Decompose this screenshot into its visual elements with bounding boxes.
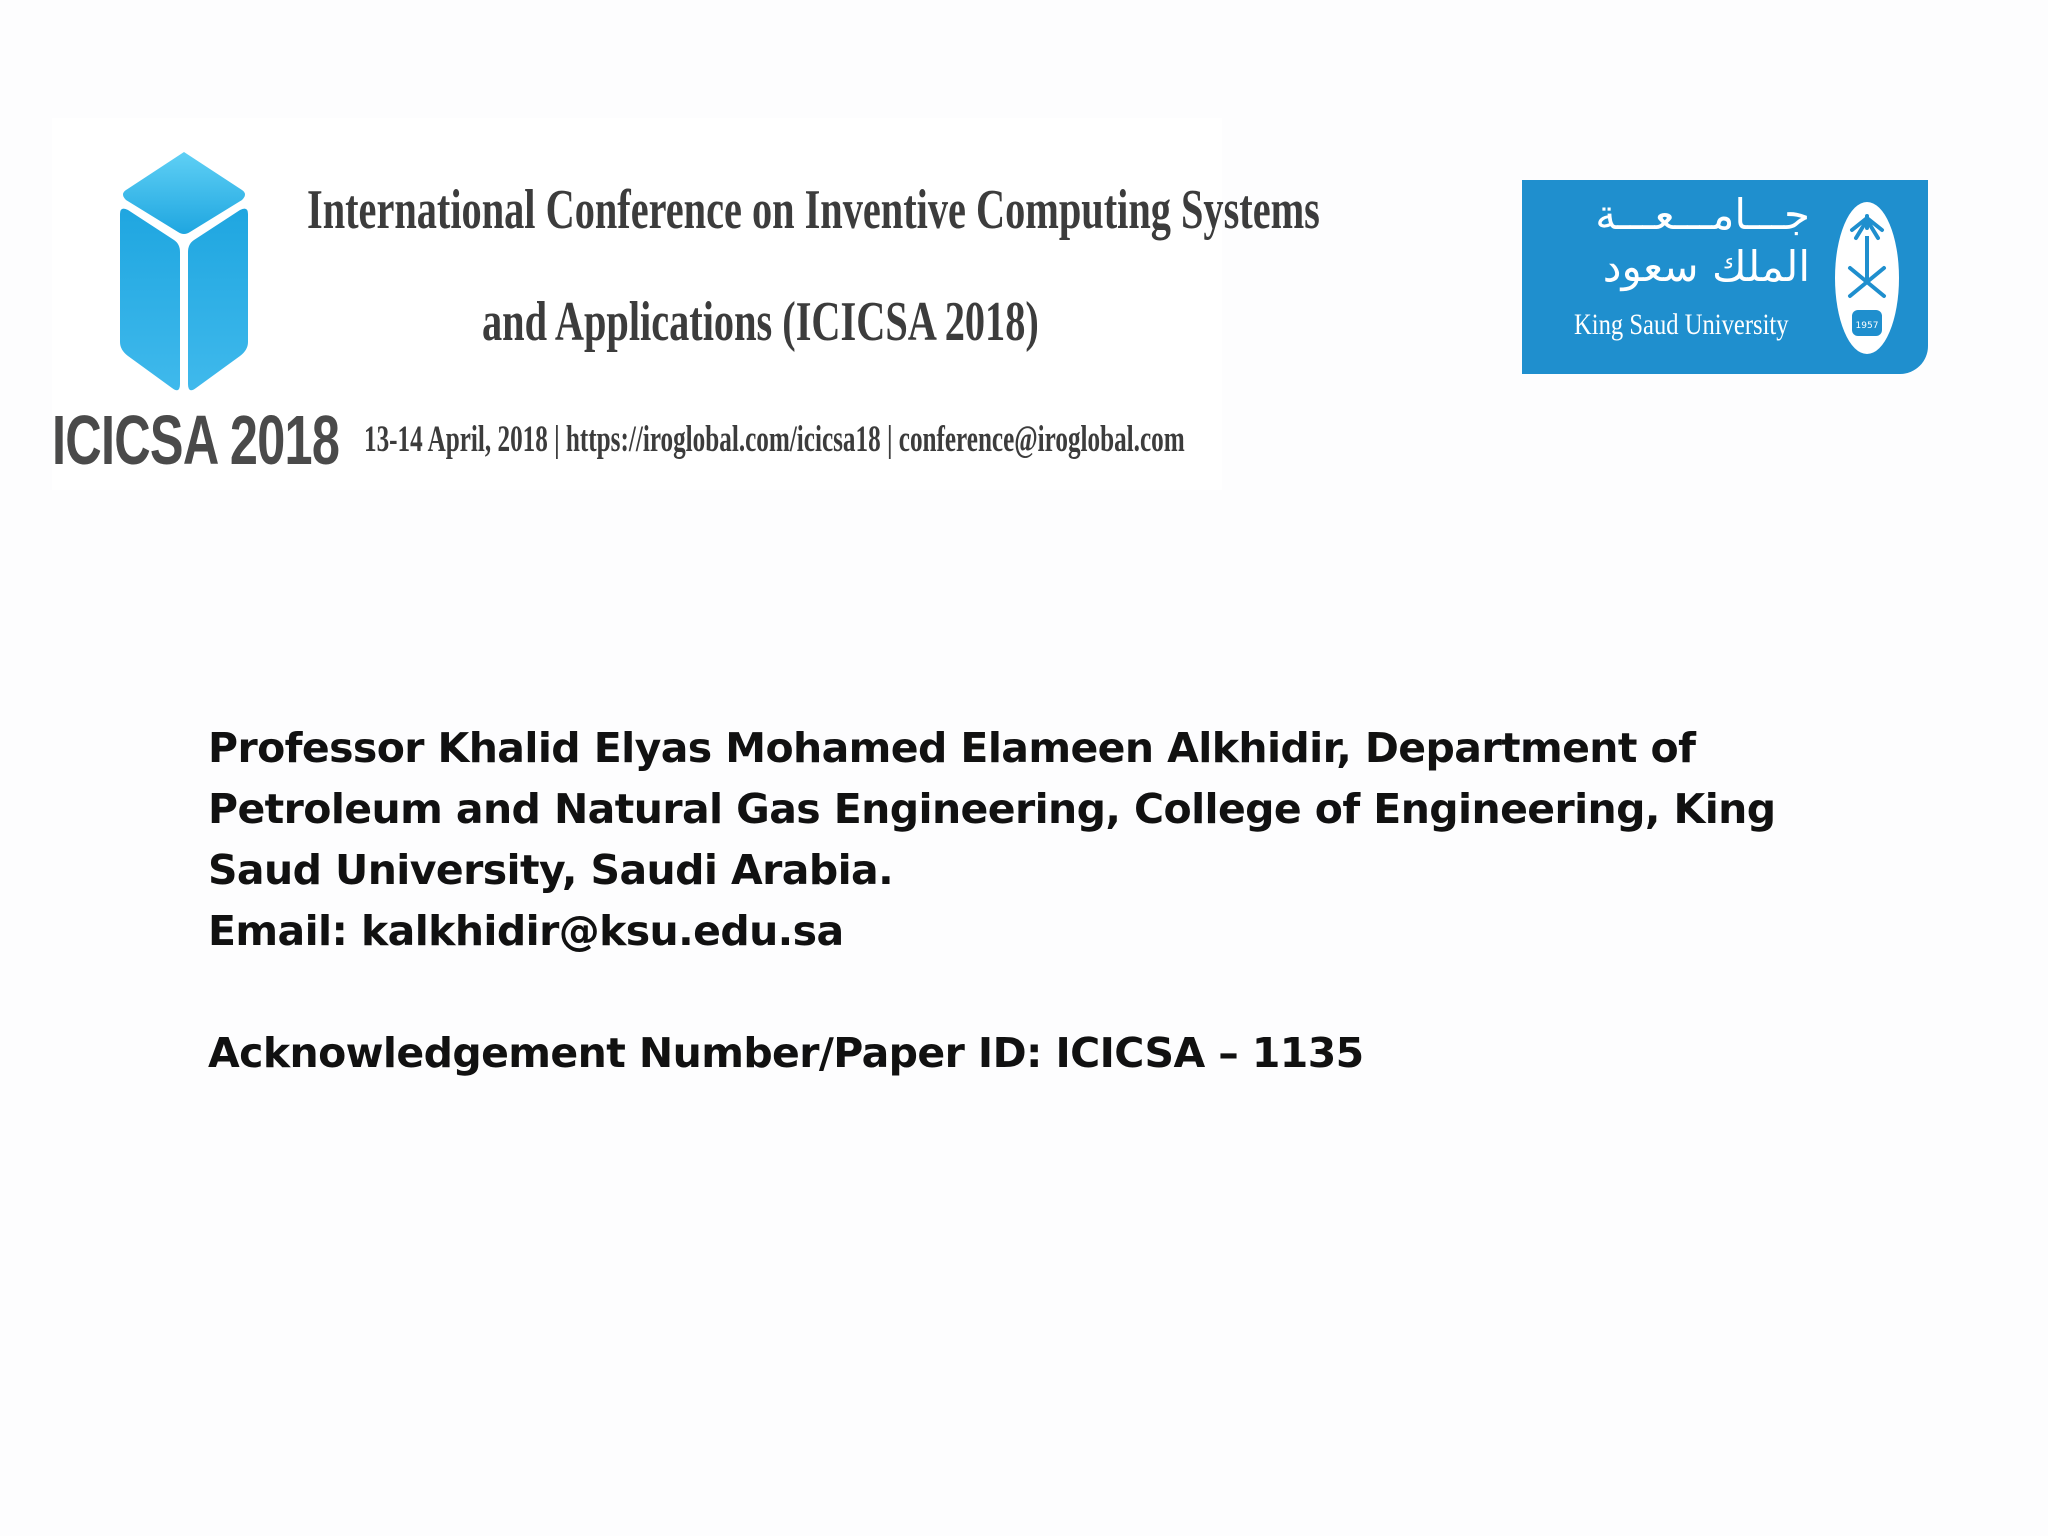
conference-details: 13-14 April, 2018 | https://iroglobal.com/icicsa18 | conference@iroglobal.com (364, 419, 1185, 460)
ksu-arabic-line-1: جـــامـــعـــة (1595, 190, 1810, 239)
icicsa-wordmark: ICICSA 2018 (52, 401, 340, 479)
author-line-1: Professor Khalid Elyas Mohamed Elameen Alkhidir, Department of (208, 724, 1696, 772)
conference-banner (52, 118, 1320, 490)
conference-title-line-2: and Applications (ICICSA 2018) (482, 291, 1039, 353)
emblem-year: 1957 (1855, 321, 1879, 331)
author-line-3: Saud University, Saudi Arabia. (208, 846, 894, 894)
conference-title-line-1: International Conference on Inventive Computing Systems (307, 179, 1320, 241)
spacer (208, 962, 1768, 1023)
ksu-arabic-line-2: الملك سعود (1602, 242, 1810, 291)
icicsa-cube-logo-icon (114, 148, 254, 398)
king-saud-university-logo (1522, 180, 1928, 374)
palm-swords-emblem-icon (1832, 198, 1902, 358)
ksu-english-name: King Saud University (1574, 308, 1789, 341)
author-line-2: Petroleum and Natural Gas Engineering, College of Engineering, King (208, 785, 1776, 833)
author-email: Email: kalkhidir@ksu.edu.sa (208, 907, 844, 955)
paper-id: Acknowledgement Number/Paper ID: ICICSA – 1135 (208, 1029, 1364, 1077)
author-info (208, 718, 1776, 1084)
